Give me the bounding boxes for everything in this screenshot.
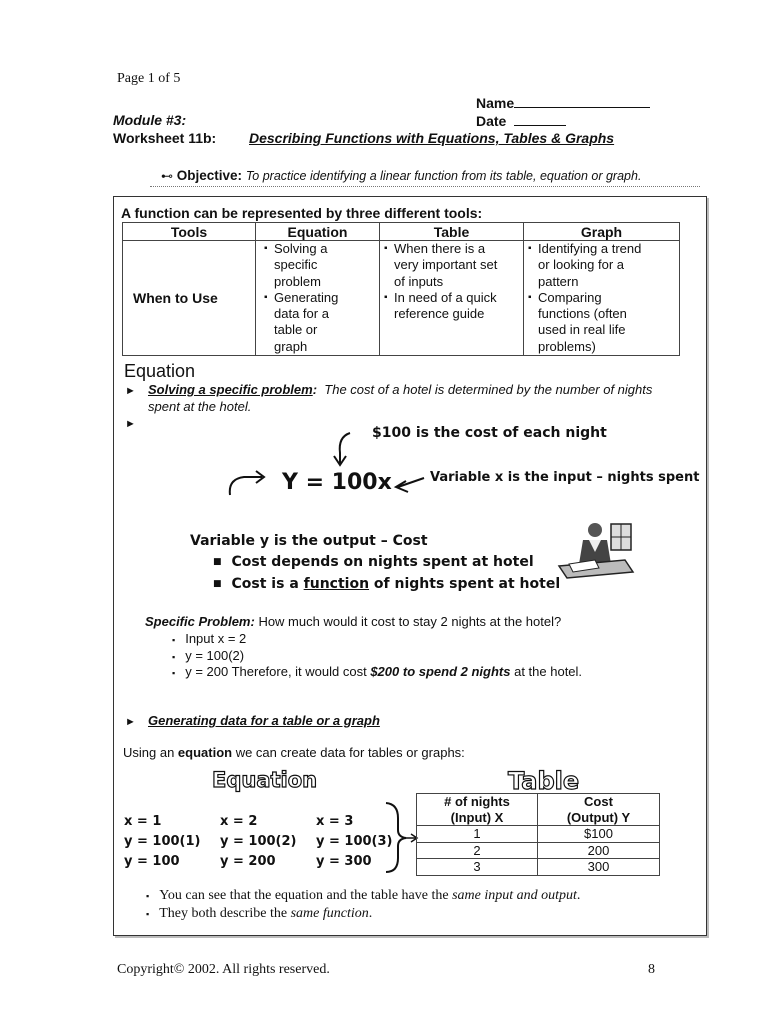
key-icon: ⊷	[161, 169, 173, 183]
function-post: of nights spent at hotel	[369, 576, 561, 592]
calc-3-x: x = 3	[316, 814, 354, 829]
date-label: Date	[476, 113, 507, 129]
using-post: we can create data for tables or graphs:	[232, 745, 465, 760]
worksheet-label: Worksheet 11b:	[113, 130, 217, 146]
step-3-bold: $200 to spend 2 nights	[370, 664, 511, 679]
specific-problem	[145, 614, 561, 629]
table-cell: 1	[417, 826, 538, 843]
final-note-2: ▪ They both describe the same function.	[146, 906, 373, 921]
tools-heading: A function can be represented by three different tools:	[121, 205, 483, 221]
header-y-line2: (Output) Y	[566, 809, 631, 825]
objective-text: To practice identifying a linear function from its table, equation or graph.	[245, 169, 642, 183]
calc-2-x: x = 2	[220, 814, 258, 829]
using-bold: equation	[177, 745, 233, 760]
businessman-clipart-image	[555, 520, 637, 582]
tools-header-3: Graph	[524, 223, 680, 241]
table-cell: 3	[417, 859, 538, 876]
table-cell: 300	[538, 859, 660, 876]
bullet-solving: Solving a specific problem: The cost of a hotel is determined by the number of nights spent at the hotel.	[148, 382, 653, 414]
tools-header-0: Tools	[123, 223, 256, 241]
equation-heading: Equation	[124, 361, 196, 381]
step-1-text: Input x = 2	[185, 631, 247, 646]
step-1: ▪ Input x = 2	[172, 631, 247, 646]
calc-column-1	[124, 812, 200, 872]
bullet1-text: The cost of a hotel is determined by the number of nights spent at the hotel.	[148, 382, 653, 414]
main-equation: Y = 100x	[282, 470, 392, 495]
annotation-dependence: ■ Cost depends on nights spent at hotel	[213, 554, 534, 570]
bullet1-label: Solving a specific problem	[148, 382, 313, 397]
using-equation-line	[123, 745, 465, 760]
triangle-bullet-icon: ►	[125, 385, 136, 397]
page-number: 8	[648, 962, 655, 977]
table-cell: 200	[538, 842, 660, 859]
specific-label: Specific Problem:	[145, 614, 255, 629]
calc-1-x: x = 1	[124, 814, 162, 829]
date-field[interactable]	[476, 112, 566, 129]
final1-pre: You can see that the equation and the table have the	[159, 888, 453, 903]
table-wordart-text: Table	[508, 767, 580, 795]
graph-use-2: ▪ Comparing functions (often used in real life problems)	[538, 290, 648, 355]
calc-1-y: y = 100(1)	[124, 834, 201, 849]
step-3-pre: y = 200 Therefore, it would cost	[185, 664, 371, 679]
equation-wordart	[210, 765, 318, 795]
step-3-post: at the hotel.	[510, 664, 583, 679]
calc-3-result: y = 300	[316, 854, 372, 869]
name-field[interactable]	[476, 94, 650, 111]
page-label: Page 1 of 5	[117, 71, 181, 86]
calc-2-result: y = 200	[220, 854, 276, 869]
bullet-generating: Generating data for a table or a graph	[148, 713, 380, 728]
equation-use-2: ▪ Generating data for a table or graph	[274, 290, 354, 355]
header-x-line2: (Input) X	[450, 809, 504, 825]
brace-arrow	[380, 800, 420, 875]
step-3: ▪ y = 200 Therefore, it would cost $200 to spend 2 nights at the hotel.	[172, 664, 583, 679]
calc-3-y: y = 100(3)	[316, 834, 393, 849]
objective-divider	[150, 186, 700, 187]
copyright: Copyright© 2002. All rights reserved.	[117, 962, 330, 977]
calc-column-2	[220, 812, 296, 872]
objective-label: Objective:	[176, 168, 243, 183]
final2-em: same function	[290, 906, 369, 921]
step-2: ▪ y = 100(2)	[172, 648, 245, 663]
final2-pre: They both describe the	[159, 906, 291, 921]
using-pre: Using an	[123, 745, 178, 760]
table-use-2: ▪ In need of a quick reference guide	[394, 290, 504, 323]
function-pre: Cost is a	[231, 576, 304, 592]
table-cell: $100	[538, 826, 660, 843]
when-to-use-label: When to Use	[123, 241, 256, 356]
triangle-bullet-icon: ►	[125, 716, 136, 728]
equation-wordart-text: Equation	[212, 768, 318, 792]
equation-use-1: ▪ Solving a specific problem	[274, 241, 354, 290]
dependence-1: Cost depends on nights spent at hotel	[231, 554, 534, 570]
specific-question: How much would it cost to stay 2 nights at the hotel?	[258, 614, 562, 629]
annotation-function: ■ Cost is a function of nights spent at hotel	[213, 576, 561, 592]
module-label: Module #3:	[113, 112, 187, 128]
table-wordart	[506, 765, 580, 795]
annotation-cost: $100 is the cost of each night	[372, 425, 607, 441]
final2-post: .	[368, 906, 373, 921]
final-note-1: ▪ You can see that the equation and the table have the same input and output.	[146, 888, 581, 903]
nights-cost-table	[416, 793, 660, 876]
graph-use-1: ▪ Identifying a trend or looking for a pattern	[538, 241, 648, 290]
data-header-y	[538, 794, 660, 826]
annotation-input: Variable x is the input – nights spent	[430, 470, 700, 485]
tools-header-2: Table	[380, 223, 524, 241]
objective-line	[161, 168, 641, 183]
step-2-text: y = 100(2)	[185, 648, 245, 663]
header-y-line1: Cost	[584, 794, 613, 809]
function-word: function	[303, 576, 370, 592]
calc-1-result: y = 100	[124, 854, 180, 869]
name-label: Name	[476, 95, 515, 111]
tools-table	[122, 222, 680, 356]
table-cell: 2	[417, 842, 538, 859]
table-use-1: ▪ When there is a very important set of inputs	[394, 241, 504, 290]
triangle-bullet-icon: ►	[125, 418, 136, 430]
header-x-line1: # of nights	[444, 794, 510, 809]
final1-em: same input and output	[452, 888, 577, 903]
calc-2-y: y = 100(2)	[220, 834, 297, 849]
worksheet-title: Describing Functions with Equations, Tables & Graphs	[249, 130, 615, 146]
data-header-x	[417, 794, 538, 826]
tools-header-1: Equation	[256, 223, 380, 241]
final1-post: .	[576, 888, 581, 903]
annotation-output: Variable y is the output – Cost	[190, 533, 428, 549]
